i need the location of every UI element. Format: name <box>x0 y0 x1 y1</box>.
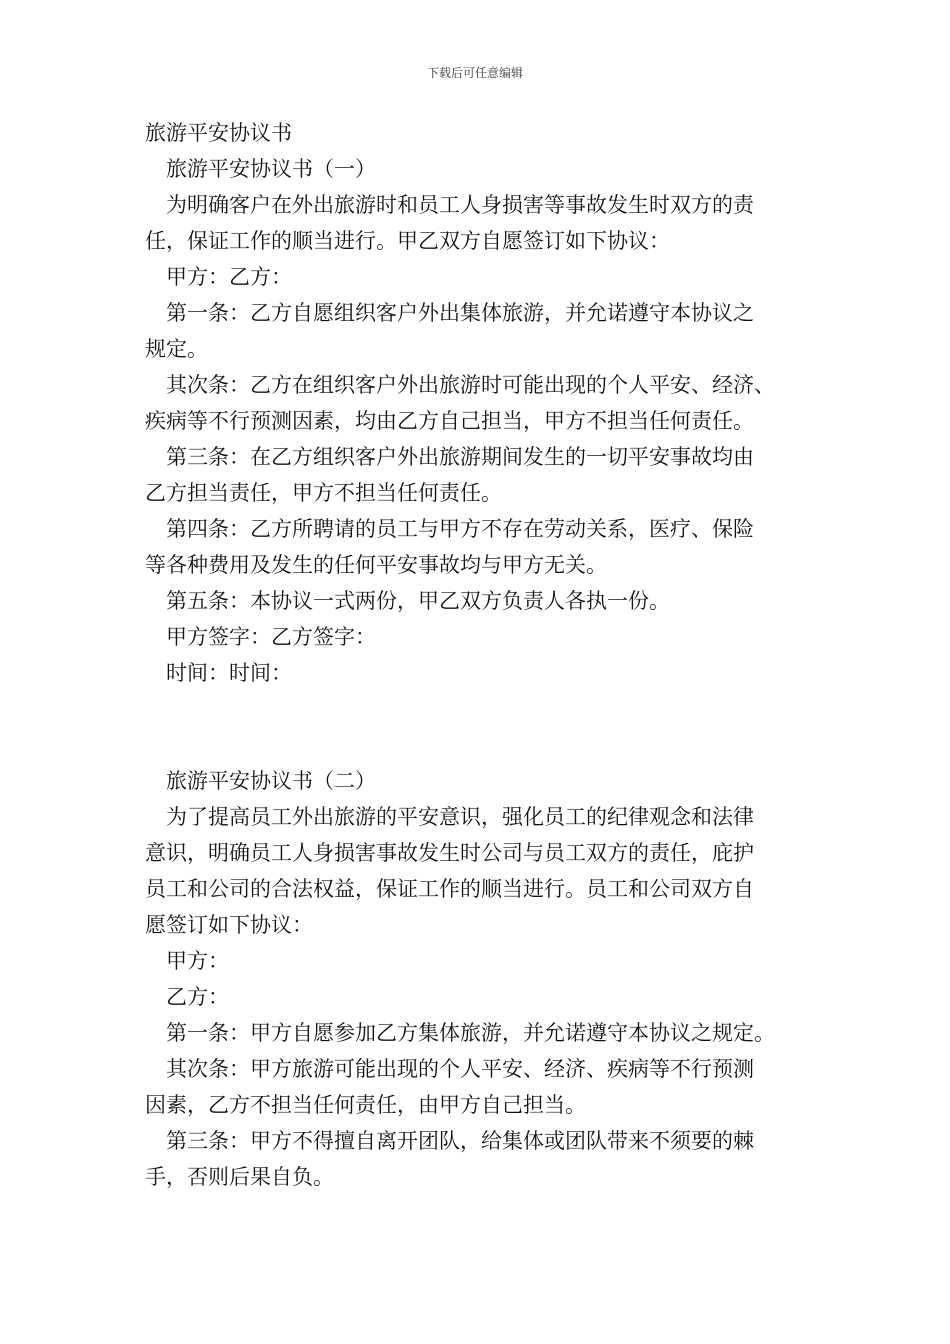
paragraph-line: 为了提高员工外出旅游的平安意识，强化员工的纪律观念和法律 <box>166 805 754 829</box>
paragraph-line: 为明确客户在外出旅游时和员工人身损害等事故发生时双方的责 <box>166 193 754 217</box>
section-one <box>145 151 825 691</box>
paragraph-line: 第三条：甲方不得擅自离开团队，给集体或团队带来不须要的棘 <box>166 1129 754 1153</box>
document-body <box>145 115 825 1195</box>
section-gap <box>145 691 825 763</box>
paragraph-line: 甲方：乙方： <box>166 265 292 289</box>
section-two-lines <box>145 799 825 1195</box>
paragraph-line: 第一条：乙方自愿组织客户外出集体旅游，并允诺遵守本协议之 <box>166 301 754 325</box>
paragraph-line: 意识，明确员工人身损害事故发生时公司与员工双方的责任，庇护 <box>145 841 754 865</box>
paragraph-line: 乙方担当责任，甲方不担当任何责任。 <box>145 481 502 505</box>
paragraph-line: 第四条：乙方所聘请的员工与甲方不存在劳动关系，医疗、保险 <box>166 517 754 541</box>
paragraph-line: 第三条：在乙方组织客户外出旅游期间发生的一切平安事故均由 <box>166 445 754 469</box>
section-one-heading: 旅游平安协议书（一） <box>166 157 376 181</box>
paragraph-line: 其次条：乙方在组织客户外出旅游时可能出现的个人平安、经济、 <box>166 373 775 397</box>
paragraph-line: 第一条：甲方自愿参加乙方集体旅游，并允诺遵守本协议之规定。 <box>166 1021 775 1045</box>
section-one-lines <box>145 187 825 691</box>
paragraph-line: 第五条：本协议一式两份，甲乙双方负责人各执一份。 <box>166 589 670 613</box>
section-two-heading: 旅游平安协议书（二） <box>166 769 376 793</box>
document-title: 旅游平安协议书 <box>145 121 292 145</box>
paragraph-line: 甲方： <box>166 949 229 973</box>
paragraph-line: 时间：时间： <box>166 661 292 685</box>
paragraph-line: 手，否则后果自负。 <box>145 1165 334 1189</box>
section-two <box>145 763 825 1195</box>
paragraph-line: 规定。 <box>145 337 208 361</box>
paragraph-line: 甲方签字：乙方签字： <box>166 625 376 649</box>
paragraph-line: 其次条：甲方旅游可能出现的个人平安、经济、疾病等不行预测 <box>166 1057 754 1081</box>
paragraph-line: 任，保证工作的顺当进行。甲乙双方自愿签订如下协议： <box>145 229 670 253</box>
paragraph-line: 等各种费用及发生的任何平安事故均与甲方无关。 <box>145 553 607 577</box>
header-note: 下载后可任意编辑 <box>426 66 523 80</box>
paragraph-line: 疾病等不行预测因素，均由乙方自己担当，甲方不担当任何责任。 <box>145 409 754 433</box>
paragraph-line: 因素，乙方不担当任何责任，由甲方自己担当。 <box>145 1093 586 1117</box>
paragraph-line: 员工和公司的合法权益，保证工作的顺当进行。员工和公司双方自 <box>145 877 754 901</box>
paragraph-line: 愿签订如下协议： <box>145 913 313 937</box>
paragraph-line: 乙方： <box>166 985 229 1009</box>
